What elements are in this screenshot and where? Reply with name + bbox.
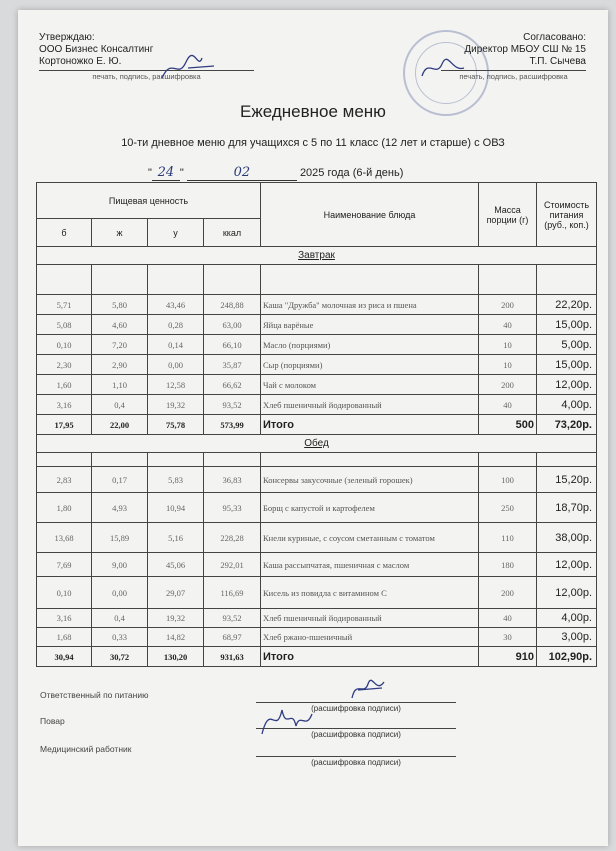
cell-mass: 180 <box>479 553 537 577</box>
cell-dish: Каша рассыпчатая, пшеничная с маслом <box>261 553 479 577</box>
cell-zh: 15,89 <box>92 523 148 553</box>
menu-table <box>36 182 597 667</box>
table-row <box>37 315 597 335</box>
date-quote-close: " <box>179 167 184 179</box>
lunch-section-label: Обед <box>304 438 329 449</box>
cell-mass: 250 <box>479 493 537 523</box>
cell-dish: Консервы закусочные (зеленый горошек) <box>261 467 479 493</box>
agreement-signature <box>418 54 468 82</box>
date-line <box>148 165 403 181</box>
cell-kcal: 68,97 <box>204 628 261 647</box>
cell-kcal: 116,69 <box>204 577 261 609</box>
cell-b: 0,10 <box>37 577 92 609</box>
approval-person: Кортоножко Е. Ю. <box>39 56 122 67</box>
approval-signature <box>158 50 218 84</box>
cell-mass: 10 <box>479 335 537 355</box>
table-row <box>37 395 597 415</box>
cell-b: 1,60 <box>37 375 92 395</box>
cook-signature <box>256 700 316 740</box>
cell-mass: 110 <box>479 523 537 553</box>
cell-zh: 2,90 <box>92 355 148 375</box>
cell-dish: Кисель из повидла с витамином С <box>261 577 479 609</box>
table-row <box>37 295 597 315</box>
cell-mass: 40 <box>479 395 537 415</box>
cell-b: 2,30 <box>37 355 92 375</box>
cell-kcal: 95,33 <box>204 493 261 523</box>
cell-kcal: 248,88 <box>204 295 261 315</box>
date-year: 2025 года (6-й день) <box>299 167 404 179</box>
total-b: 30,94 <box>37 647 92 667</box>
spacer-row <box>37 265 597 295</box>
cell-u: 0,00 <box>148 355 204 375</box>
cell-dish: Хлеб пшеничный йодированный <box>261 609 479 628</box>
cell-mass: 40 <box>479 315 537 335</box>
dish-header: Наименование блюда <box>261 183 479 247</box>
table-row <box>37 467 597 493</box>
breakfast-total-row <box>37 415 597 435</box>
cell-u: 0,14 <box>148 335 204 355</box>
cell-kcal: 93,52 <box>204 609 261 628</box>
carbs-header: у <box>148 219 204 247</box>
cell-mass: 200 <box>479 577 537 609</box>
cell-mass: 200 <box>479 295 537 315</box>
approval-block <box>39 32 254 83</box>
table-row <box>37 335 597 355</box>
mass-header: Масса порции (г) <box>479 183 537 247</box>
fat-header: ж <box>92 219 148 247</box>
cell-mass: 100 <box>479 467 537 493</box>
cell-dish: Хлеб пшеничный йодированный <box>261 395 479 415</box>
responsible-decode: (расшифровка подписи) <box>256 702 456 713</box>
kcal-header: ккал <box>204 219 261 247</box>
cell-mass: 200 <box>479 375 537 395</box>
table-row <box>37 628 597 647</box>
cell-cost: 4,00р. <box>537 395 597 415</box>
lunch-total-row <box>37 647 597 667</box>
table-row <box>37 577 597 609</box>
cell-mass: 10 <box>479 355 537 375</box>
lunch-section-row <box>37 435 597 453</box>
total-cost: 73,20р. <box>537 415 597 435</box>
agreement-position: Директор МБОУ СШ № 15 <box>464 44 586 55</box>
cell-cost: 12,00р. <box>537 375 597 395</box>
agreement-person: Т.П. Сычева <box>529 56 586 67</box>
total-u: 130,20 <box>148 647 204 667</box>
cell-u: 19,32 <box>148 609 204 628</box>
cell-u: 10,94 <box>148 493 204 523</box>
cell-cost: 18,70р. <box>537 493 597 523</box>
table-row <box>37 553 597 577</box>
cell-zh: 1,10 <box>92 375 148 395</box>
cell-dish: Масло (порциями) <box>261 335 479 355</box>
cell-zh: 0,33 <box>92 628 148 647</box>
cell-zh: 0,4 <box>92 395 148 415</box>
cell-cost: 4,00р. <box>537 609 597 628</box>
cell-b: 2,83 <box>37 467 92 493</box>
agreement-hint: печать, подпись, расшифровка <box>441 70 586 83</box>
cell-b: 1,68 <box>37 628 92 647</box>
date-month: 02 <box>187 165 297 181</box>
cell-u: 45,06 <box>148 553 204 577</box>
document-subtitle: 10-ти дневное меню для учащихся с 5 по 11 класс (12 лет и старше) с ОВЗ <box>121 137 505 149</box>
cell-zh: 9,00 <box>92 553 148 577</box>
cell-b: 13,68 <box>37 523 92 553</box>
cell-b: 7,69 <box>37 553 92 577</box>
total-zh: 22,00 <box>92 415 148 435</box>
cell-u: 43,46 <box>148 295 204 315</box>
responsible-signature <box>348 676 388 704</box>
menu-body <box>37 247 597 667</box>
cell-zh: 0,17 <box>92 467 148 493</box>
cell-b: 5,08 <box>37 315 92 335</box>
cell-kcal: 66,62 <box>204 375 261 395</box>
cell-cost: 38,00р. <box>537 523 597 553</box>
cell-dish: Яйца варёные <box>261 315 479 335</box>
cell-mass: 30 <box>479 628 537 647</box>
cell-dish: Сыр (порциями) <box>261 355 479 375</box>
cell-zh: 0,00 <box>92 577 148 609</box>
document-title: Ежедневное меню <box>240 102 386 121</box>
breakfast-section-label: Завтрак <box>298 250 335 261</box>
total-cost: 102,90р. <box>537 647 597 667</box>
cell-cost: 22,20р. <box>537 295 597 315</box>
cell-cost: 15,00р. <box>537 315 597 335</box>
spacer-row <box>37 453 597 467</box>
cell-cost: 5,00р. <box>537 335 597 355</box>
cell-b: 1,80 <box>37 493 92 523</box>
total-kcal: 573,99 <box>204 415 261 435</box>
cell-kcal: 66,10 <box>204 335 261 355</box>
approval-org: ООО Бизнес Консалтинг <box>39 44 154 55</box>
cell-kcal: 63,00 <box>204 315 261 335</box>
cell-b: 3,16 <box>37 609 92 628</box>
cell-b: 0,10 <box>37 335 92 355</box>
cell-u: 29,07 <box>148 577 204 609</box>
cell-mass: 40 <box>479 609 537 628</box>
cost-header: Стоимость питания (руб., коп.) <box>537 183 597 247</box>
cell-b: 3,16 <box>37 395 92 415</box>
nutrition-header: Пищевая ценность <box>37 183 261 219</box>
cell-cost: 12,00р. <box>537 553 597 577</box>
agreement-heading: Согласовано: <box>523 32 586 43</box>
total-u: 75,78 <box>148 415 204 435</box>
table-row <box>37 493 597 523</box>
table-row <box>37 355 597 375</box>
cell-kcal: 228,28 <box>204 523 261 553</box>
date-day: 24 <box>152 165 180 181</box>
cell-kcal: 292,01 <box>204 553 261 577</box>
cell-u: 12,58 <box>148 375 204 395</box>
cell-dish: Чай с молоком <box>261 375 479 395</box>
cell-zh: 0,4 <box>92 609 148 628</box>
medic-label: Медицинский работник <box>40 744 132 754</box>
cell-u: 5,83 <box>148 467 204 493</box>
cell-u: 0,28 <box>148 315 204 335</box>
table-row <box>37 609 597 628</box>
medic-decode: (расшифровка подписи) <box>256 756 456 767</box>
table-row <box>37 375 597 395</box>
cell-cost: 3,00р. <box>537 628 597 647</box>
date-quote-open: " <box>148 167 152 179</box>
cell-u: 5,16 <box>148 523 204 553</box>
cook-decode: (расшифровка подписи) <box>256 728 456 739</box>
cook-label: Повар <box>40 716 65 726</box>
cell-b: 5,71 <box>37 295 92 315</box>
cell-cost: 15,20р. <box>537 467 597 493</box>
cell-dish: Борщ с капустой и картофелем <box>261 493 479 523</box>
cell-u: 19,32 <box>148 395 204 415</box>
cell-zh: 4,93 <box>92 493 148 523</box>
breakfast-section-row <box>37 247 597 265</box>
cell-kcal: 35,87 <box>204 355 261 375</box>
protein-header: б <box>37 219 92 247</box>
cell-zh: 7,20 <box>92 335 148 355</box>
cell-dish: Хлеб ржано-пшеничный <box>261 628 479 647</box>
cell-dish: Кнели куриные, с соусом сметанным с томатом <box>261 523 479 553</box>
cell-dish: Каша "Дружба" молочная из риса и пшена <box>261 295 479 315</box>
total-mass: 910 <box>479 647 537 667</box>
total-kcal: 931,63 <box>204 647 261 667</box>
approval-heading: Утверждаю: <box>39 32 95 43</box>
responsible-label: Ответственный по питанию <box>40 690 149 700</box>
approval-hint: печать, подпись, расшифровка <box>39 70 254 83</box>
menu-document <box>18 10 608 846</box>
cell-cost: 15,00р. <box>537 355 597 375</box>
total-mass: 500 <box>479 415 537 435</box>
cell-zh: 5,80 <box>92 295 148 315</box>
total-zh: 30,72 <box>92 647 148 667</box>
total-label: Итого <box>261 415 479 435</box>
cell-kcal: 93,52 <box>204 395 261 415</box>
cell-cost: 12,00р. <box>537 577 597 609</box>
total-label: Итого <box>261 647 479 667</box>
cell-u: 14,82 <box>148 628 204 647</box>
total-b: 17,95 <box>37 415 92 435</box>
cell-kcal: 36,83 <box>204 467 261 493</box>
table-row <box>37 523 597 553</box>
cell-zh: 4,60 <box>92 315 148 335</box>
